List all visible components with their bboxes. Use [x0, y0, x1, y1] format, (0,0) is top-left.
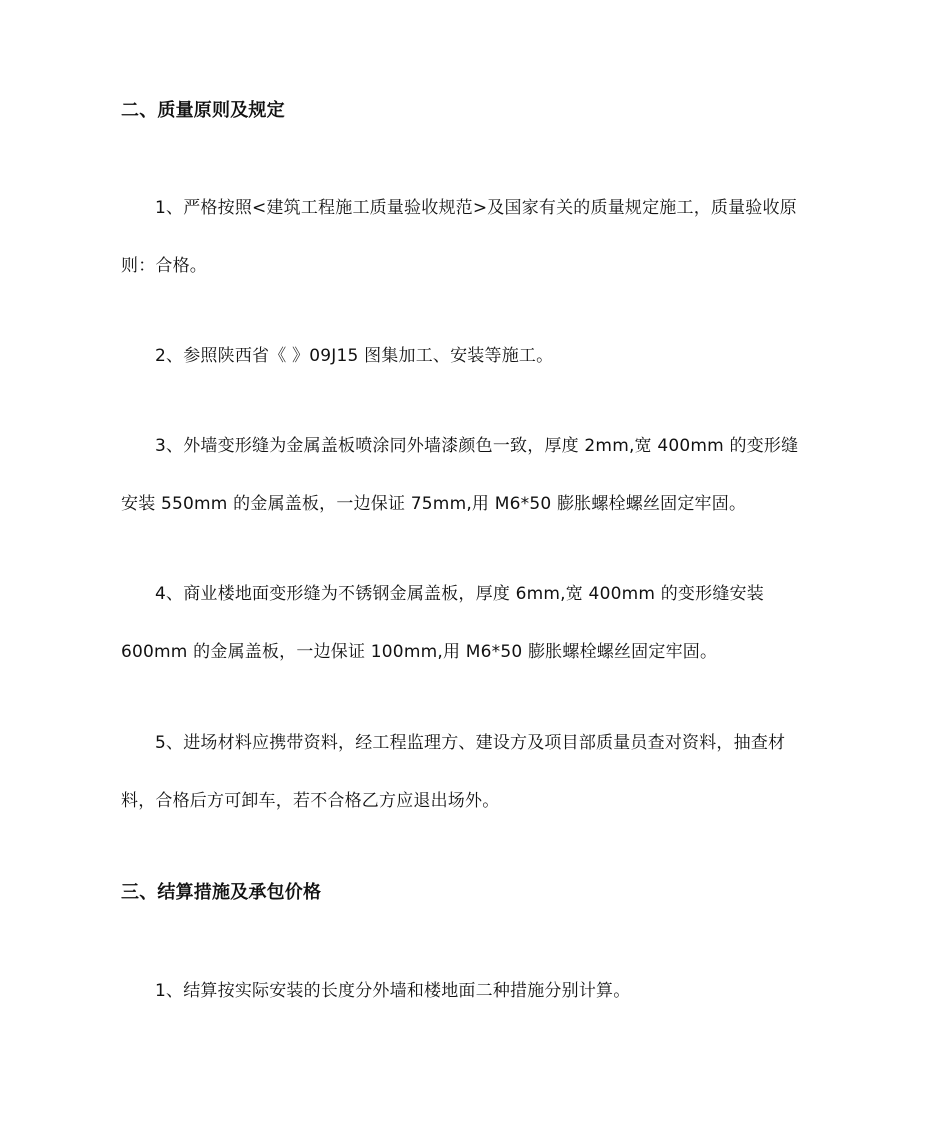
paragraph-item-4-line-1: 4、商业楼地面变形缝为不锈钢金属盖板，厚度 6mm,宽 400mm 的变形缝安装 [155, 584, 764, 604]
section-heading-quality: 二、质量原则及规定 [121, 100, 285, 121]
paragraph-item-1-line-1: 1、严格按照<建筑工程施工质量验收规范>及国家有关的质量规定施工，质量验收原 [155, 198, 797, 218]
paragraph-settlement-item-1: 1、结算按实际安装的长度分外墙和楼地面二种措施分别计算。 [155, 981, 631, 1001]
paragraph-item-4-line-2: 600mm 的金属盖板，一边保证 100mm,用 M6*50 膨胀螺栓螺丝固定牢固。 [121, 642, 718, 662]
paragraph-item-2-line-1: 2、参照陕西省《 》09J15 图集加工、安装等施工。 [155, 346, 554, 366]
section-heading-settlement: 三、结算措施及承包价格 [121, 882, 322, 903]
paragraph-item-1-line-2: 则：合格。 [121, 256, 207, 276]
paragraph-item-5-line-2: 料，合格后方可卸车，若不合格乙方应退出场外。 [121, 791, 500, 811]
paragraph-item-3-line-1: 3、外墙变形缝为金属盖板喷涂同外墙漆颜色一致，厚度 2mm,宽 400mm 的变形缝 [155, 436, 799, 456]
paragraph-item-3-line-2: 安装 550mm 的金属盖板，一边保证 75mm,用 M6*50 膨胀螺栓螺丝固定牢固。 [121, 494, 747, 514]
paragraph-item-5-line-1: 5、进场材料应携带资料，经工程监理方、建设方及项目部质量员查对资料，抽查材 [155, 733, 786, 753]
